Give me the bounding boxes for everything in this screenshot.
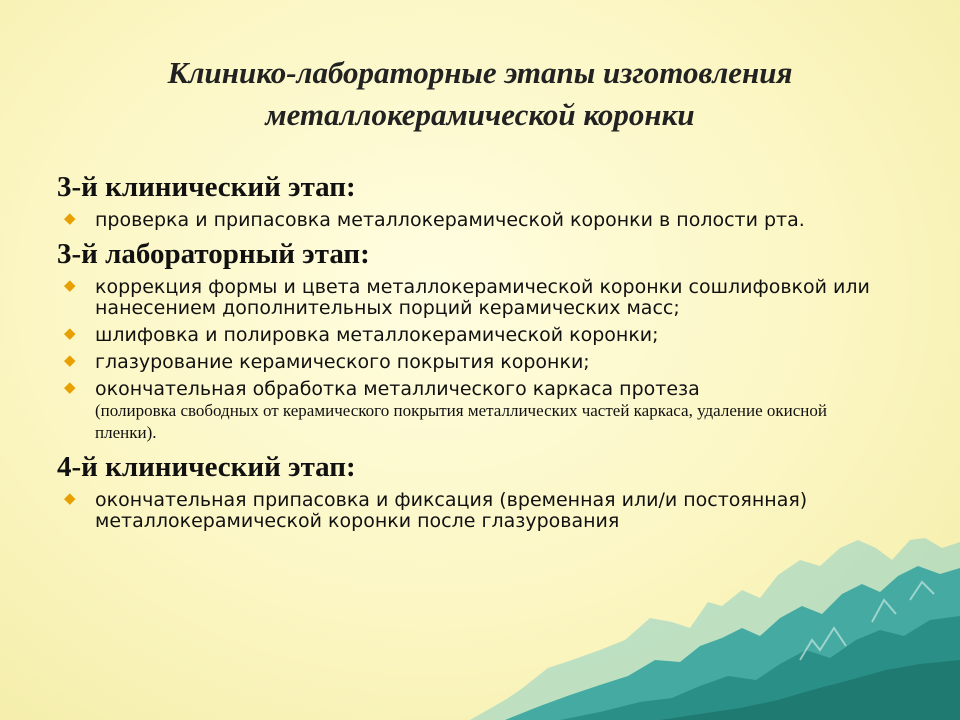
list-item-text: окончательная обработка металлического каркаса протеза xyxy=(95,378,700,400)
list-item-text: окончательная припасовка и фиксация (временная или/и постоянная) металлокерамической коронки после глазурования xyxy=(95,489,808,532)
diamond-bullet-icon: ◆ xyxy=(64,351,76,369)
diamond-bullet-icon: ◆ xyxy=(64,489,76,507)
section-heading-clinical-4: 4-й клинический этап: xyxy=(57,451,356,483)
slide-title-line-1: Клинико-лабораторные этапы изготовления xyxy=(167,55,793,90)
list-item xyxy=(57,210,877,231)
list-item xyxy=(57,490,877,532)
list-item-text: глазурование керамического покрытия коронки; xyxy=(95,351,590,373)
diamond-bullet-icon: ◆ xyxy=(64,209,76,227)
list-item-note: (полировка свободных от керамического покрытия металлических частей каркаса, удаление окисной пленки). xyxy=(95,401,827,442)
list-item xyxy=(57,277,877,319)
slide-content xyxy=(57,170,877,534)
section-heading-lab-3: 3-й лабораторный этап: xyxy=(57,238,370,270)
diamond-bullet-icon: ◆ xyxy=(64,324,76,342)
list-item xyxy=(57,352,877,373)
list-item-text: коррекция формы и цвета металлокерамической коронки сошлифовкой или нанесением дополнительных порций керамических масс; xyxy=(95,276,870,319)
list-item-text: проверка и припасовка металлокерамической коронки в полости рта. xyxy=(95,209,805,231)
list-item xyxy=(57,379,877,444)
list-item xyxy=(57,325,877,346)
list-item-text: шлифовка и полировка металлокерамической коронки; xyxy=(95,324,659,346)
slide-title xyxy=(60,52,900,136)
diamond-bullet-icon: ◆ xyxy=(64,378,76,396)
diamond-bullet-icon: ◆ xyxy=(64,276,76,294)
slide-title-line-2: металлокерамической коронки xyxy=(265,97,695,132)
section-heading-clinical-3: 3-й клинический этап: xyxy=(57,171,356,203)
